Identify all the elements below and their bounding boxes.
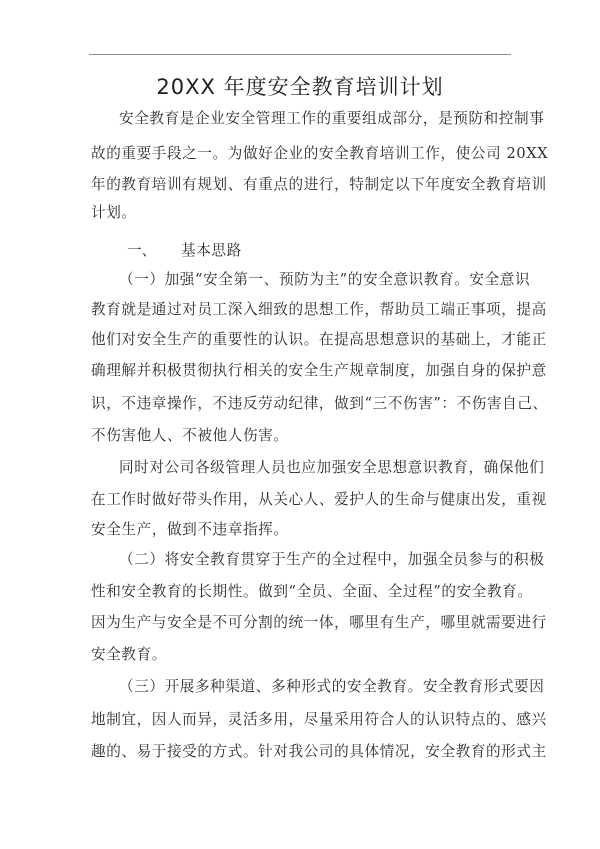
paragraph-line: 安全教育。 <box>91 646 167 663</box>
paragraph-line: （一）加强“安全第一、预防为主”的安全意识教育。安全意识 <box>119 271 531 288</box>
paragraph-line: 性和安全教育的长期性。做到“全员、全面、全过程”的安全教育。 <box>91 583 533 600</box>
header-rule <box>89 54 511 55</box>
paragraph-line: 同时对公司各级管理人员也应加强安全思想意识教育，确保他们 <box>119 459 545 476</box>
paragraph-line: 在工作时做好带头作用，从关心人、爱护人的生命与健康出发，重视 <box>91 491 547 508</box>
intro-line: 故的重要手段之一。为做好企业的安全教育培训工作，使公司 20XX <box>91 145 549 162</box>
intro-line: 安全教育是企业安全管理工作的重要组成部分，是预防和控制事 <box>119 110 545 127</box>
section-heading: 基本思路 <box>181 242 242 259</box>
paragraph-line: 安全生产，做到不违章指挥。 <box>91 521 289 538</box>
paragraph-line: 他们对安全生产的重要性的认识。在提高思想意识的基础上，才能正 <box>91 331 547 348</box>
section-marker: 一、 <box>127 242 157 259</box>
paragraph-line: 趣的、易于接受的方式。针对我公司的具体情况，安全教育的形式主 <box>91 743 547 760</box>
paragraph-line: （三）开展多种渠道、多种形式的安全教育。安全教育形式要因 <box>119 678 545 695</box>
paragraph-line: 地制宜，因人而异，灵活多用，尽量采用符合人的认识特点的、感兴 <box>91 711 547 728</box>
document-title: 20XX 年度安全教育培训计划 <box>156 75 444 99</box>
paragraph-line: 识，不违章操作，不违反劳动纪律，做到“三不伤害”：不伤害自己、 <box>91 395 548 412</box>
intro-line: 计划。 <box>91 204 137 221</box>
paragraph-line: 确理解并积极贯彻执行相关的安全生产规章制度，加强自身的保护意 <box>91 362 547 379</box>
intro-line: 年的教育培训有规划、有重点的进行，特制定以下年度安全教育培训 <box>91 176 547 193</box>
paragraph-line: （二）将安全教育贯穿于生产的全过程中，加强全员参与的积极 <box>119 551 545 568</box>
paragraph-line: 因为生产与安全是不可分割的统一体，哪里有生产，哪里就需要进行 <box>91 614 547 631</box>
paragraph-line: 不伤害他人、不被他人伤害。 <box>91 427 289 444</box>
paragraph-line: 教育就是通过对员工深入细致的思想工作，帮助员工端正事项，提高 <box>91 301 547 318</box>
